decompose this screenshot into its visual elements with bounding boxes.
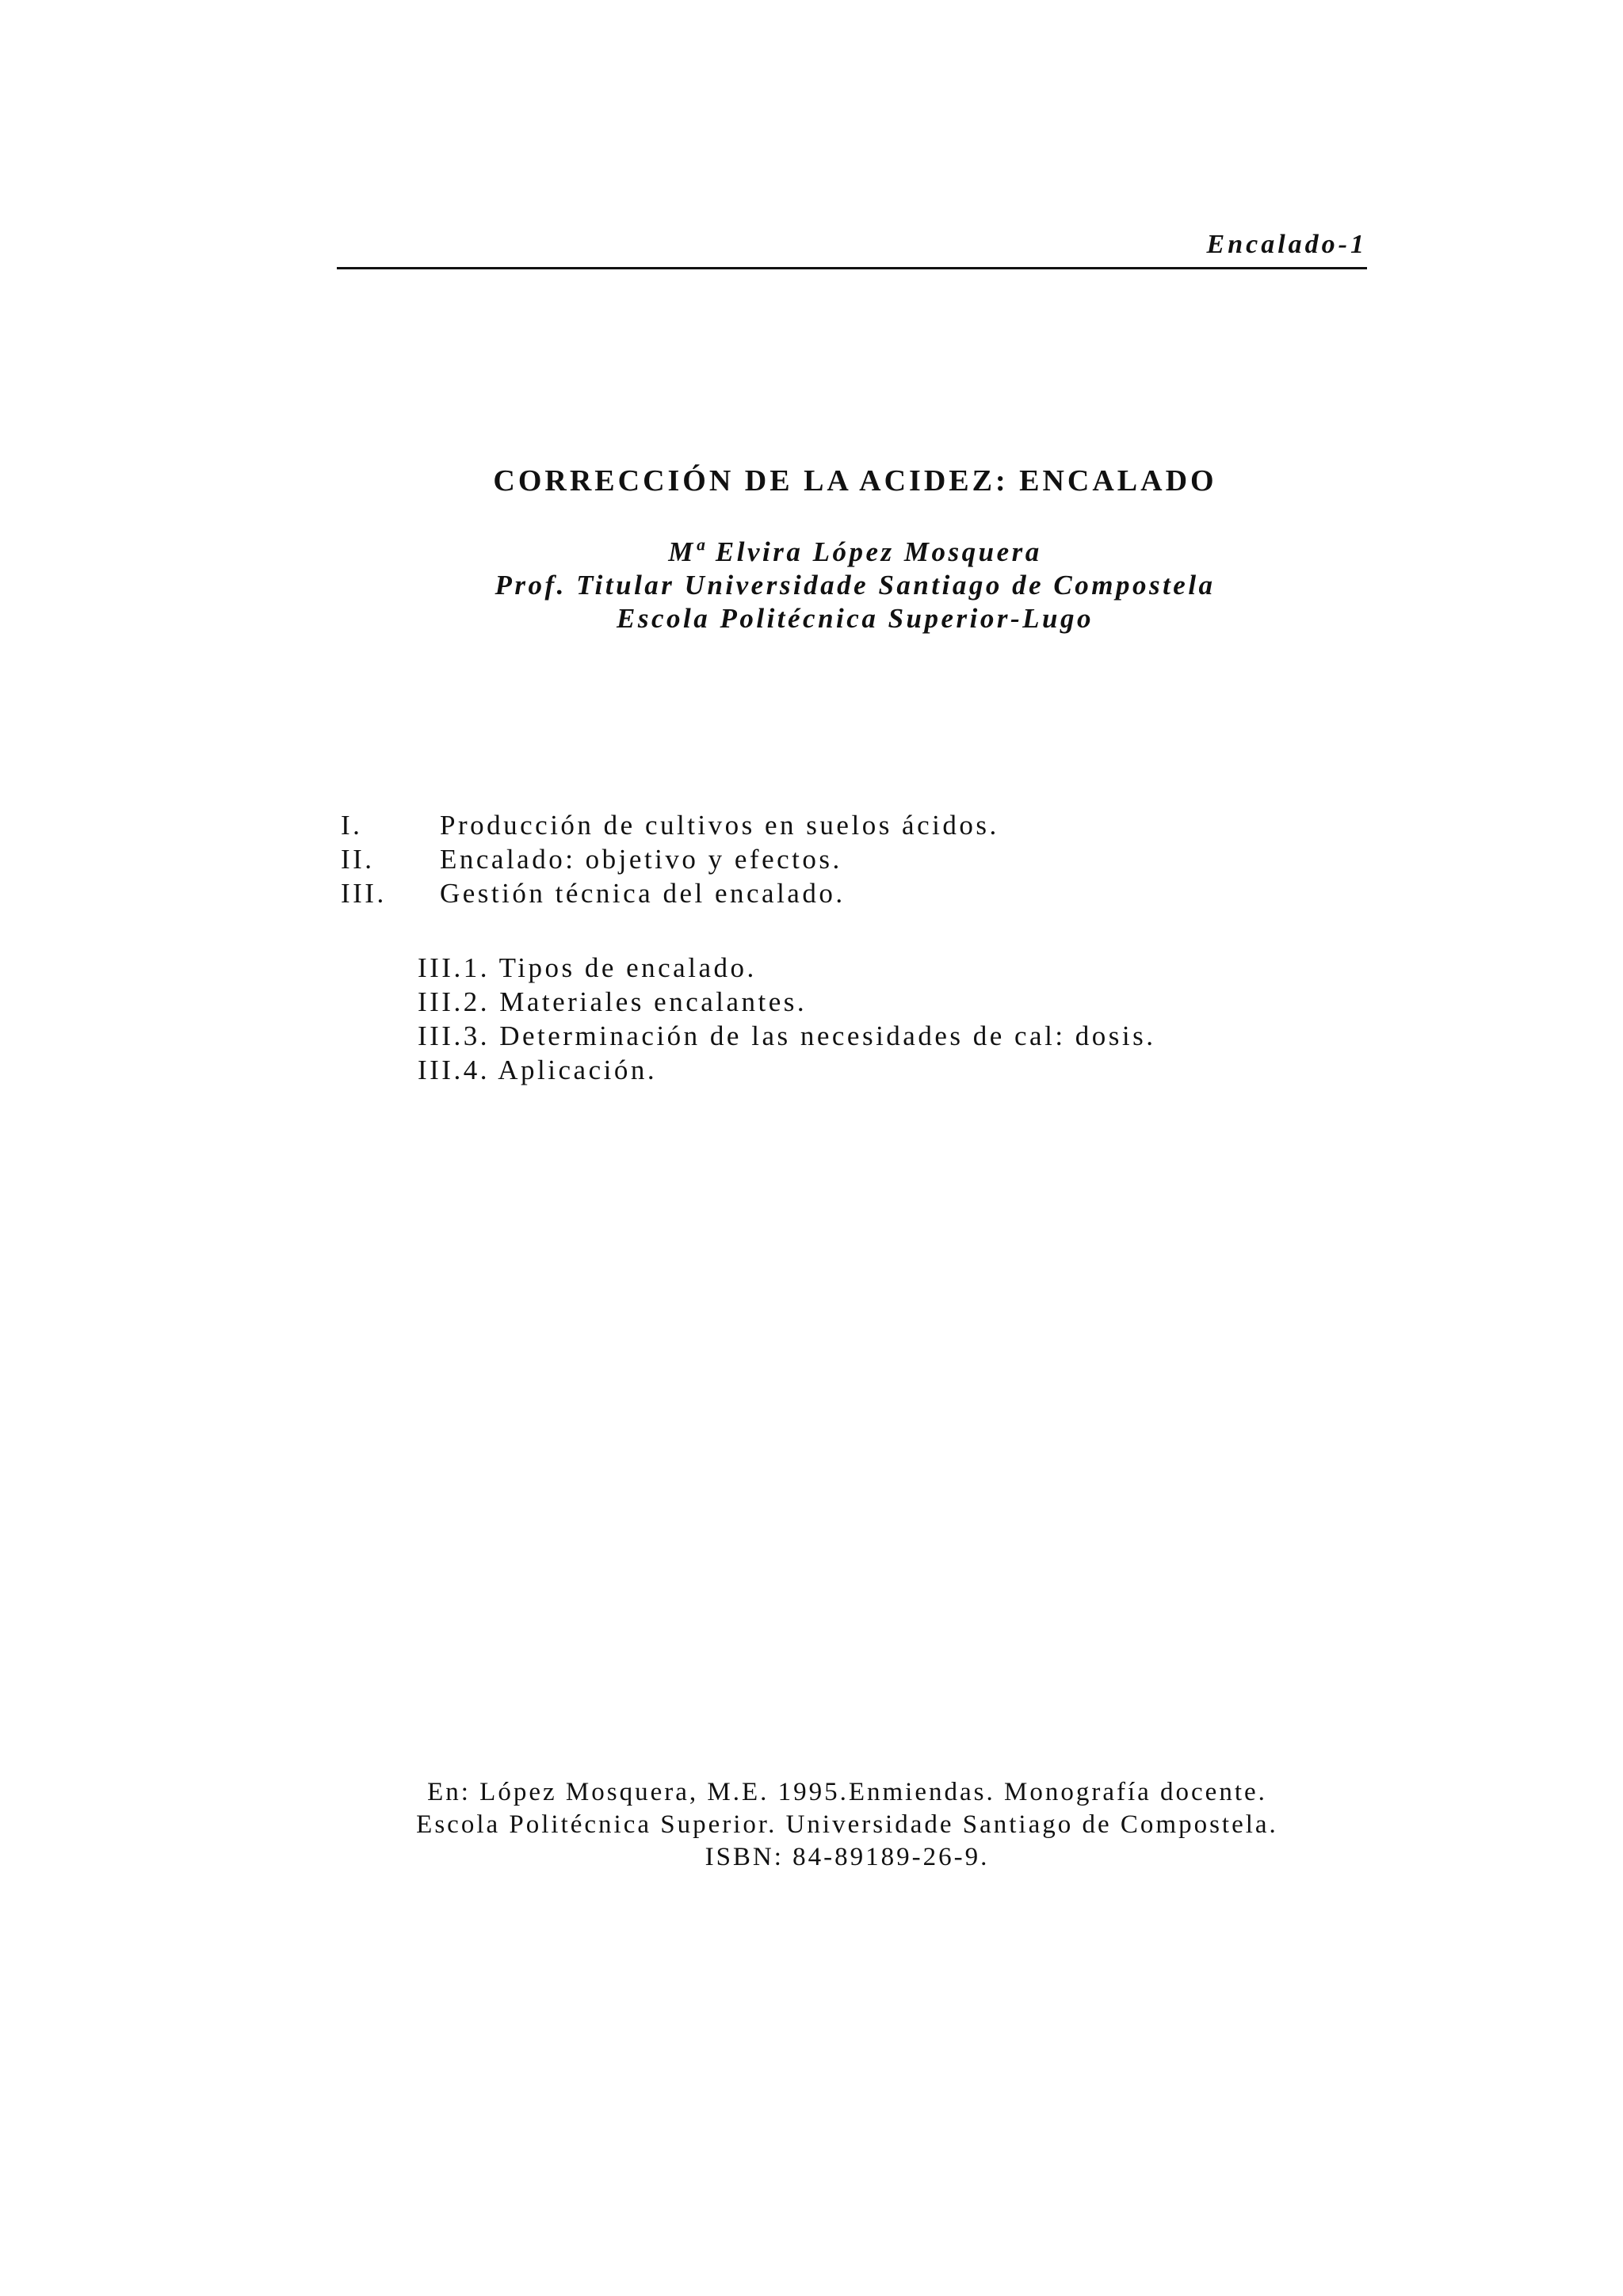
citation-line: En: López Mosquera, M.E. 1995.Enmiendas. Monografía docente.: [427, 1778, 1267, 1806]
citation-isbn: ISBN: 84-89189-26-9.: [705, 1843, 990, 1871]
toc-subitem: III.2. Materiales encalantes.: [418, 986, 808, 1017]
running-title: Encalado-1: [1206, 230, 1367, 259]
byline: [0, 536, 1623, 635]
author-position: Prof. Titular Universidade Santiago de Compostela: [495, 570, 1216, 601]
header-rule: [337, 267, 1367, 269]
toc-subitem: III.1. Tipos de encalado.: [418, 952, 757, 983]
toc-item-text: Producción de cultivos en suelos ácidos.: [440, 810, 999, 841]
toc-subitem: III.3. Determinación de las necesidades de cal: dosis.: [418, 1020, 1156, 1051]
running-header: [337, 230, 1367, 268]
toc-subitem: III.4. Aplicación.: [418, 1055, 658, 1085]
toc-item-number: III.: [341, 878, 387, 909]
table-of-contents-subsections: [418, 951, 1156, 1087]
citation-line: Escola Politécnica Superior. Universidade Santiago de Compostela.: [416, 1810, 1278, 1839]
citation: [0, 1776, 1623, 1874]
toc-item: [341, 808, 999, 842]
toc-item: [341, 842, 999, 876]
toc-item-number: II.: [341, 844, 375, 875]
toc-item-text: Encalado: objetivo y efectos.: [440, 844, 842, 875]
toc-item-number: I.: [341, 810, 363, 841]
author-school: Escola Politécnica Superior-Lugo: [617, 603, 1094, 634]
document-title: CORRECCIÓN DE LA ACIDEZ: ENCALADO: [493, 464, 1217, 498]
toc-item-text: Gestión técnica del encalado.: [440, 878, 846, 909]
toc-item: [341, 876, 999, 910]
table-of-contents: [341, 808, 999, 910]
author-name: Mª Elvira López Mosquera: [668, 536, 1042, 567]
